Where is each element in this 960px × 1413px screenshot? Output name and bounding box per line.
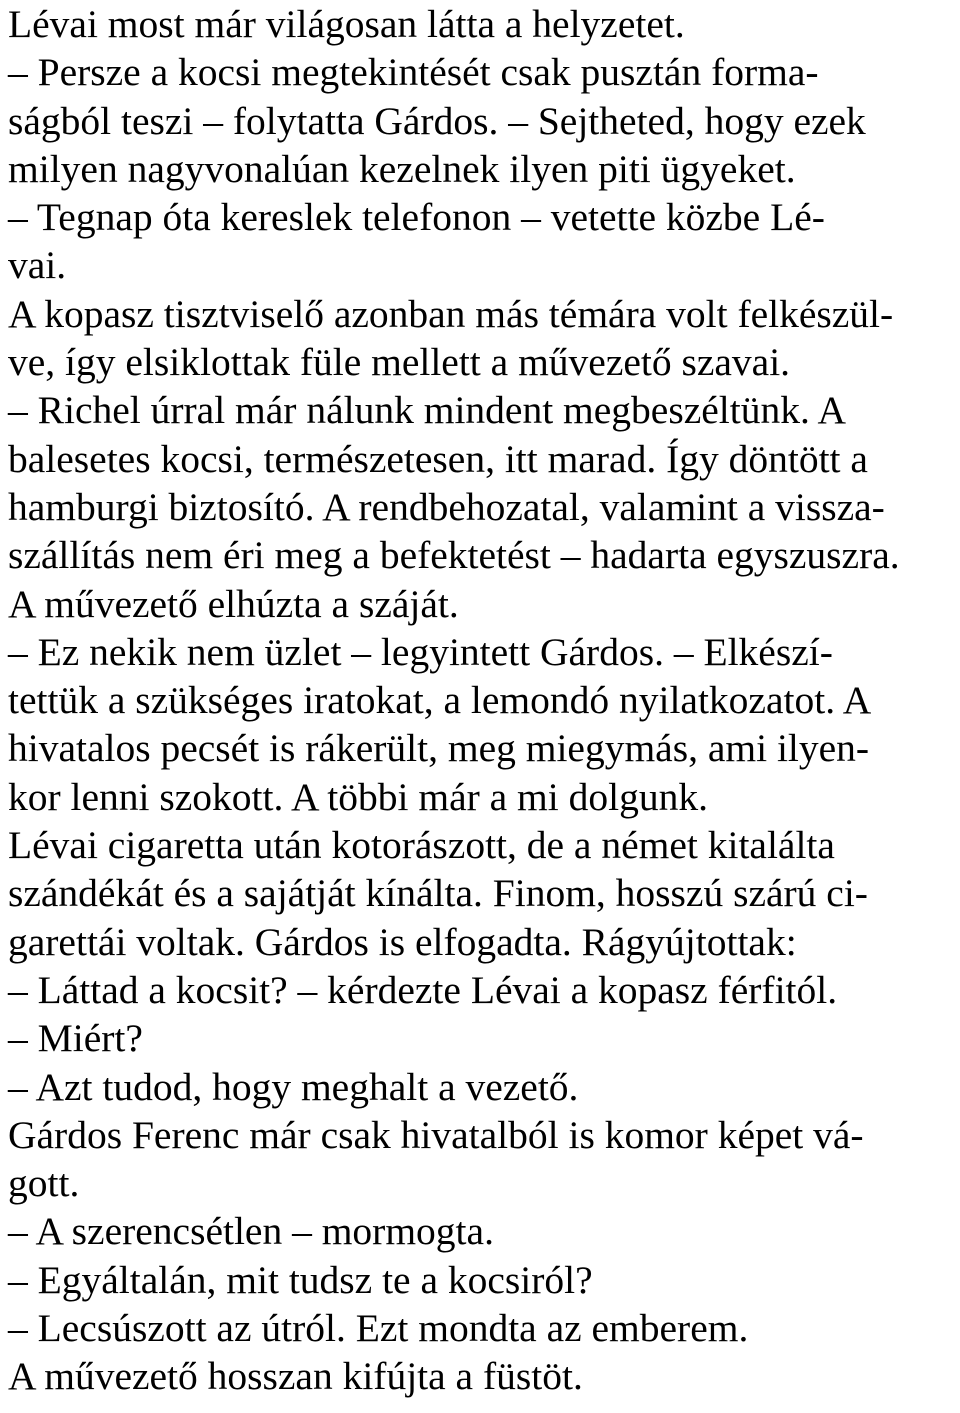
- text-line: – Azt tudod, hogy meghalt a vezető.: [8, 1064, 579, 1109]
- text-line: tettük a szükséges iratokat, a lemondó nyilatkozatot. A: [8, 678, 872, 723]
- text-line: balesetes kocsi, természetesen, itt marad. Így döntött a: [8, 436, 868, 481]
- text-line: – Egyáltalán, mit tudsz te a kocsiról?: [8, 1257, 593, 1302]
- text-line: A művezető hosszan kifújta a füstöt.: [8, 1354, 583, 1399]
- text-line: ságból teszi – folytatta Gárdos. – Sejtheted, hogy ezek: [8, 98, 866, 143]
- text-line: – A szerencsétlen – mormogta.: [8, 1209, 494, 1254]
- text-line: – Ez nekik nem üzlet – legyintett Gárdos. – Elkészí-: [8, 629, 833, 674]
- text-line: szándékát és a sajátját kínálta. Finom, hosszú szárú ci-: [8, 871, 868, 916]
- text-line: A kopasz tisztviselő azonban más témára volt felkészül-: [8, 291, 894, 336]
- text-line: hivatalos pecsét is rákerült, meg miegymás, ami ilyen-: [8, 726, 870, 771]
- text-line: garettái voltak. Gárdos is elfogadta. Rágyújtottak:: [8, 919, 797, 964]
- text-line: Lévai most már világosan látta a helyzetet.: [8, 2, 685, 46]
- text-line: szállítás nem éri meg a befektetést – hadarta egyszuszra.: [8, 533, 900, 578]
- text-line: vai.: [8, 243, 67, 288]
- text-line: – Richel úrral már nálunk mindent megbeszéltünk. A: [8, 388, 847, 433]
- text-line: Lévai cigaretta után kotorászott, de a német kitalálta: [8, 823, 835, 868]
- text-line: – Tegnap óta kereslek telefonon – vetette közbe Lé-: [8, 195, 825, 240]
- text-line: milyen nagyvonalúan kezelnek ilyen piti ügyeket.: [8, 146, 796, 191]
- document-page: [8, 0, 958, 1401]
- text-line: kor lenni szokott. A többi már a mi dolgunk.: [8, 774, 708, 819]
- text-line: ve, így elsiklottak füle mellett a művezető szavai.: [8, 340, 791, 385]
- text-line: A művezető elhúzta a száját.: [8, 581, 459, 626]
- text-line: Gárdos Ferenc már csak hivatalból is komor képet vá-: [8, 1112, 864, 1157]
- text-line: hamburgi biztosító. A rendbehozatal, valamint a vissza-: [8, 484, 885, 529]
- text-line: – Lecsúszott az útról. Ezt mondta az emberem.: [8, 1306, 749, 1351]
- text-line: – Láttad a kocsit? – kérdezte Lévai a kopasz férfitól.: [8, 967, 838, 1012]
- text-line: gott.: [8, 1161, 80, 1206]
- text-line: – Miért?: [8, 1016, 143, 1061]
- text-line: – Persze a kocsi megtekintését csak pusztán forma-: [8, 50, 819, 95]
